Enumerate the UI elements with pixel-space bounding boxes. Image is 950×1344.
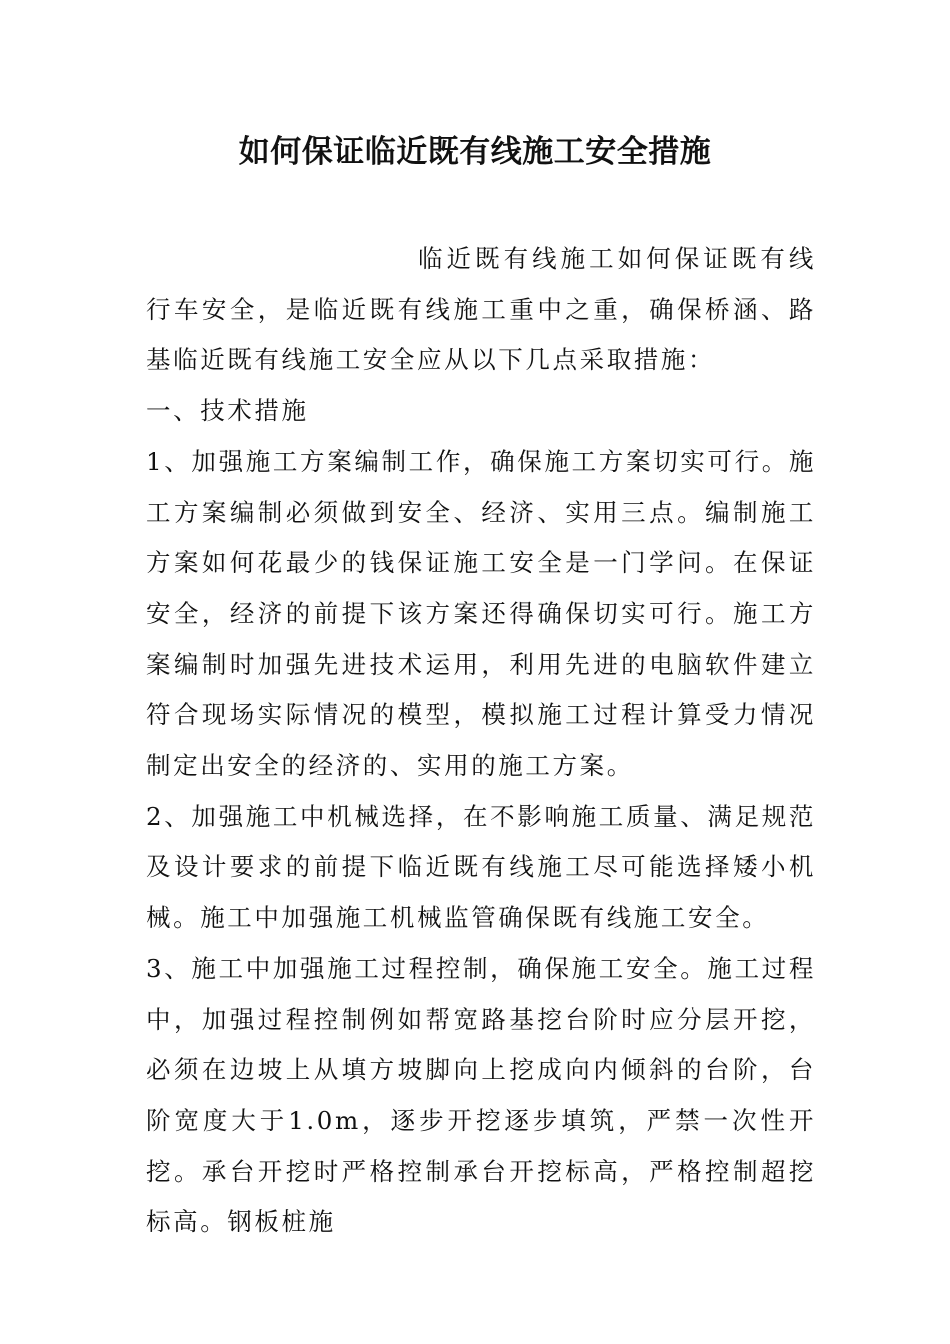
paragraph-item-3: 3、施工中加强施工过程控制，确保施工安全。施工过程中，加强过程控制例如帮宽路基挖台阶时应分层开挖，必须在边坡上从填方坡脚向上挖成向内倾斜的台阶，台阶宽度大于1.0m，逐步开挖逐步填筑，严禁一次性开挖。承台开挖时严格控制承台开挖标高，严格控制超挖标高。钢板桩施 [146, 953, 816, 1237]
document-title: 如何保证临近既有线施工安全措施 [238, 134, 712, 170]
paragraph-item-2: 2、加强施工中机械选择，在不影响施工质量、满足规范及设计要求的前提下临近既有线施工尽可能选择矮小机械。施工中加强施工机械监管确保既有线施工安全。 [146, 801, 816, 933]
intro-paragraph: 临近既有线施工如何保证既有线行车安全，是临近既有线施工重中之重，确保桥涵、路基临近既有线施工安全应从以下几点采取措施： [146, 244, 816, 375]
paragraph-item-1: 1、加强施工方案编制工作，确保施工方案切实可行。施工方案编制必须做到安全、经济、实用三点。编制施工方案如何花最少的钱保证施工安全是一门学问。在保证安全，经济的前提下该方案还得确保切实可行。施工方案编制时加强先进技术运用，利用先进的电脑软件建立符合现场实际情况的模型，模拟施工过程计算受力情况制定出安全的经济的、实用的施工方案。 [146, 446, 816, 781]
document-body [146, 234, 816, 1248]
section-heading-technical-measures: 一、技术措施 [146, 396, 309, 426]
